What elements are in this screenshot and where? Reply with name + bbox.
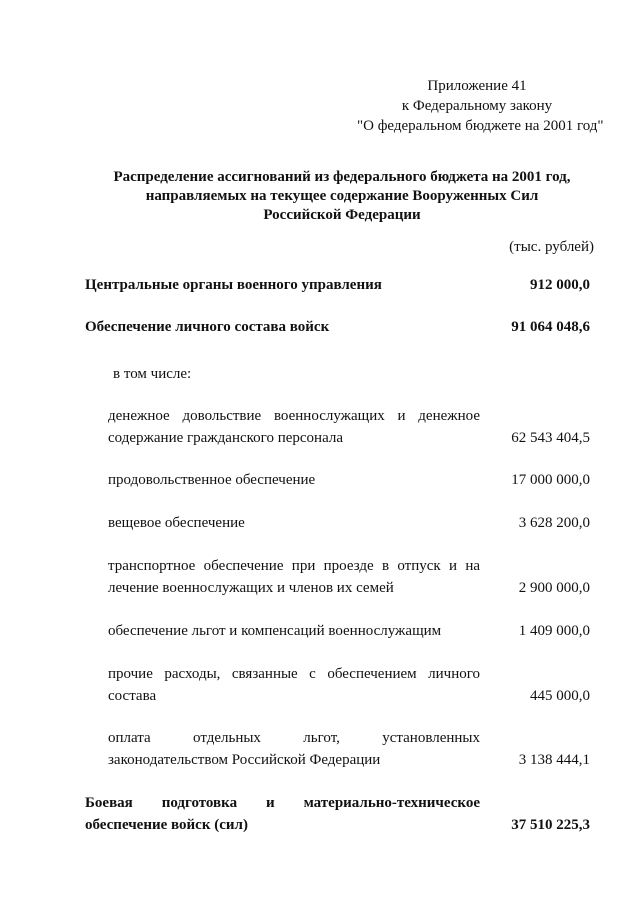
row-label: транспортное обеспечение при проезде в отпуск и на лечение военнослужащих и членов их семей bbox=[108, 558, 480, 596]
row-value: 17 000 000,0 bbox=[511, 472, 590, 488]
row-value: 1 409 000,0 bbox=[518, 623, 590, 639]
title-line-3: Российской Федерации bbox=[263, 207, 421, 223]
row-label: Центральные органы военного управления bbox=[85, 277, 382, 293]
row-value: 91 064 048,6 bbox=[511, 319, 590, 335]
row-label: денежное довольствие военнослужащих и денежное содержание гражданского персонала bbox=[108, 408, 480, 446]
appendix-law-title: "О федеральном бюджете на 2001 год" bbox=[357, 118, 604, 134]
row-value: 3 138 444,1 bbox=[518, 752, 590, 768]
title-line-2: направляемых на текущее содержание Вооруженных Сил bbox=[145, 188, 539, 204]
row-label: вещевое обеспечение bbox=[108, 515, 245, 531]
row-label: продовольственное обеспечение bbox=[108, 472, 316, 488]
appendix-number: Приложение 41 bbox=[427, 78, 527, 94]
row-label: обеспечение льгот и компенсаций военнослужащим bbox=[108, 623, 442, 639]
row-value: 37 510 225,3 bbox=[511, 817, 590, 833]
row-value: 3 628 200,0 bbox=[518, 515, 590, 531]
row-value: 2 900 000,0 bbox=[518, 580, 590, 596]
including-label: в том числе: bbox=[113, 366, 192, 382]
row-label: Боевая подготовка и материально-техническое обеспечение войск (сил) bbox=[85, 795, 480, 833]
row-label: Обеспечение личного состава войск bbox=[85, 319, 330, 335]
appendix-law-ref: к Федеральному закону bbox=[401, 98, 553, 114]
title-line-1: Распределение ассигнований из федерального бюджета на 2001 год, bbox=[113, 169, 571, 185]
row-label: оплата отдельных льгот, установленных законодательством Российской Федерации bbox=[108, 730, 480, 768]
appendix-header bbox=[357, 76, 604, 136]
row-label: прочие расходы, связанные с обеспечением личного состава bbox=[108, 666, 480, 704]
units-label: (тыс. рублей) bbox=[509, 239, 594, 255]
row-value: 912 000,0 bbox=[530, 277, 590, 293]
row-value: 62 543 404,5 bbox=[511, 430, 590, 446]
row-value: 445 000,0 bbox=[530, 688, 590, 704]
document-title bbox=[92, 168, 592, 225]
